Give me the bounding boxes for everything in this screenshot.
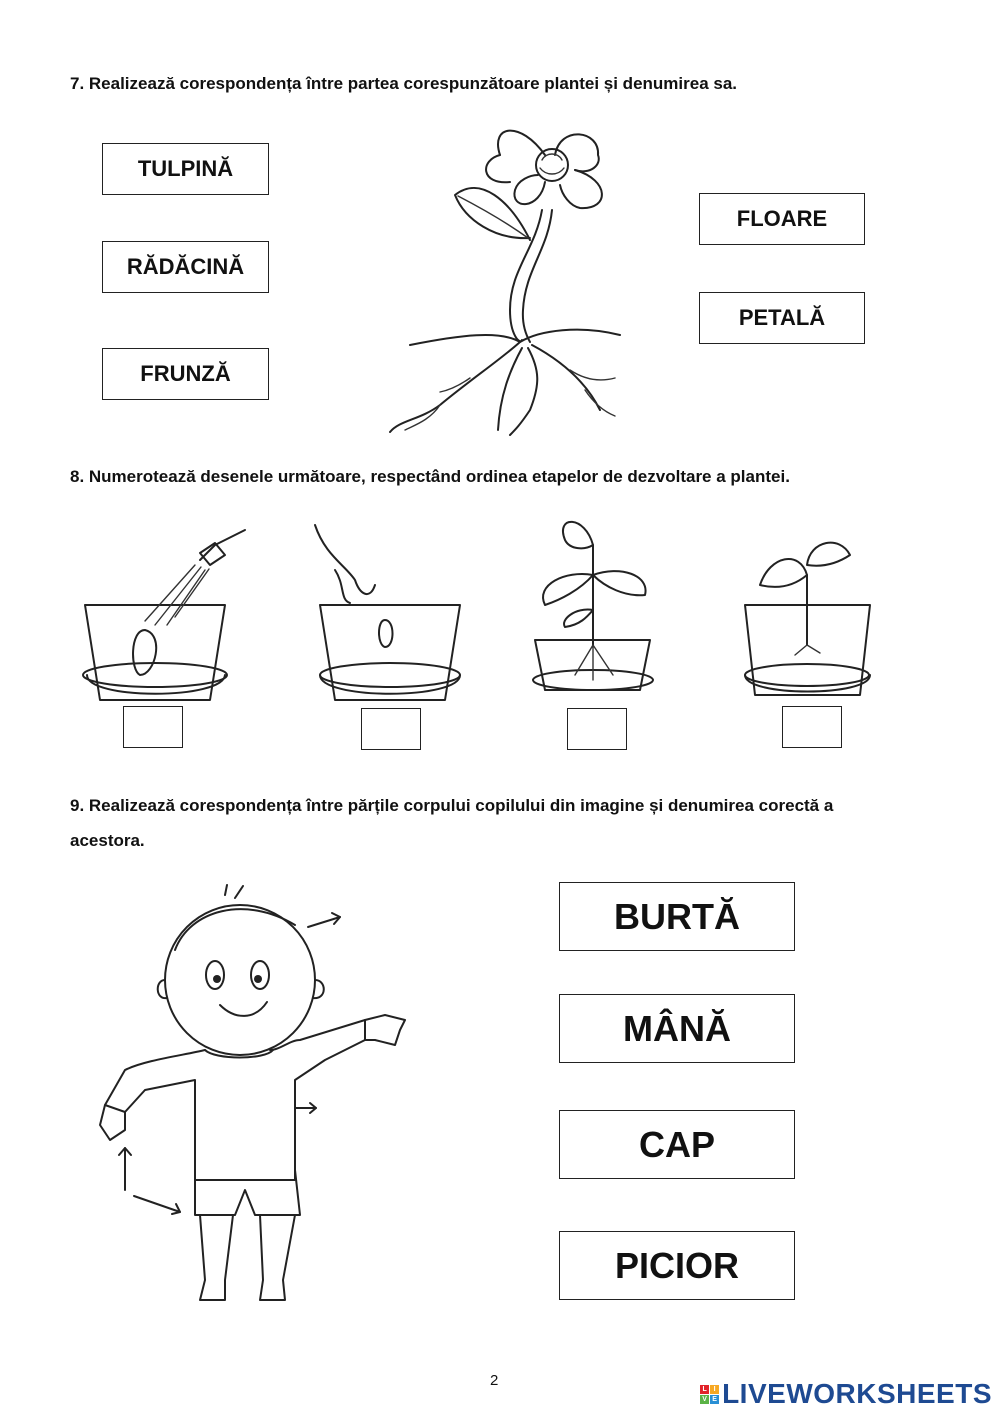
label-box-radacina[interactable]: RĂDĂCINĂ bbox=[102, 241, 269, 293]
hands bbox=[100, 1015, 405, 1140]
arrow-icon bbox=[130, 1190, 190, 1220]
label-box-tulpina[interactable]: TULPINĂ bbox=[102, 143, 269, 195]
stage-sprout-illustration bbox=[740, 535, 880, 710]
order-box-4[interactable] bbox=[782, 706, 842, 748]
liveworksheets-logo bbox=[700, 1378, 992, 1410]
label-box-petala[interactable]: PETALĂ bbox=[699, 292, 865, 344]
arrow-icon bbox=[292, 1098, 322, 1118]
plant-illustration bbox=[370, 120, 630, 440]
stage-planting-illustration bbox=[315, 525, 475, 705]
stage-grown-plant-illustration bbox=[525, 515, 665, 705]
order-box-1[interactable] bbox=[123, 706, 183, 748]
label-box-floare[interactable]: FLOARE bbox=[699, 193, 865, 245]
question-9-text-line-1: 9. Realizează corespondența între părțile corpului copilului din imagine și denumirea corectă a bbox=[70, 796, 834, 815]
stage-watering-illustration bbox=[75, 525, 265, 705]
order-box-3[interactable] bbox=[567, 708, 627, 750]
order-box-2[interactable] bbox=[361, 708, 421, 750]
label-box-frunza[interactable]: FRUNZĂ bbox=[102, 348, 269, 400]
body bbox=[105, 1020, 365, 1300]
child-illustration bbox=[95, 880, 425, 1310]
question-7-text: 7. Realizează corespondența între partea corespunzătoare plantei și denumirea sa. bbox=[70, 74, 738, 93]
question-8-text: 8. Numerotează desenele următoare, respectând ordinea etapelor de dezvoltare a plantei. bbox=[70, 467, 790, 486]
brand-name: LIVEWORKSHEETS bbox=[722, 1378, 992, 1409]
label-box-mana[interactable]: MÂNĂ bbox=[559, 994, 795, 1063]
page-number: 2 bbox=[490, 1372, 499, 1389]
question-9-text-line-2: acestora. bbox=[70, 831, 145, 850]
label-box-burta[interactable]: BURTĂ bbox=[559, 882, 795, 951]
arrow-icon bbox=[300, 905, 350, 935]
head bbox=[158, 885, 324, 1055]
label-box-cap[interactable]: CAP bbox=[559, 1110, 795, 1179]
arrow-icon bbox=[110, 1140, 140, 1195]
label-box-picior[interactable]: PICIOR bbox=[559, 1231, 795, 1300]
roots bbox=[390, 330, 620, 435]
flower bbox=[486, 131, 602, 209]
logo-mark-icon: L I V E bbox=[700, 1385, 719, 1404]
